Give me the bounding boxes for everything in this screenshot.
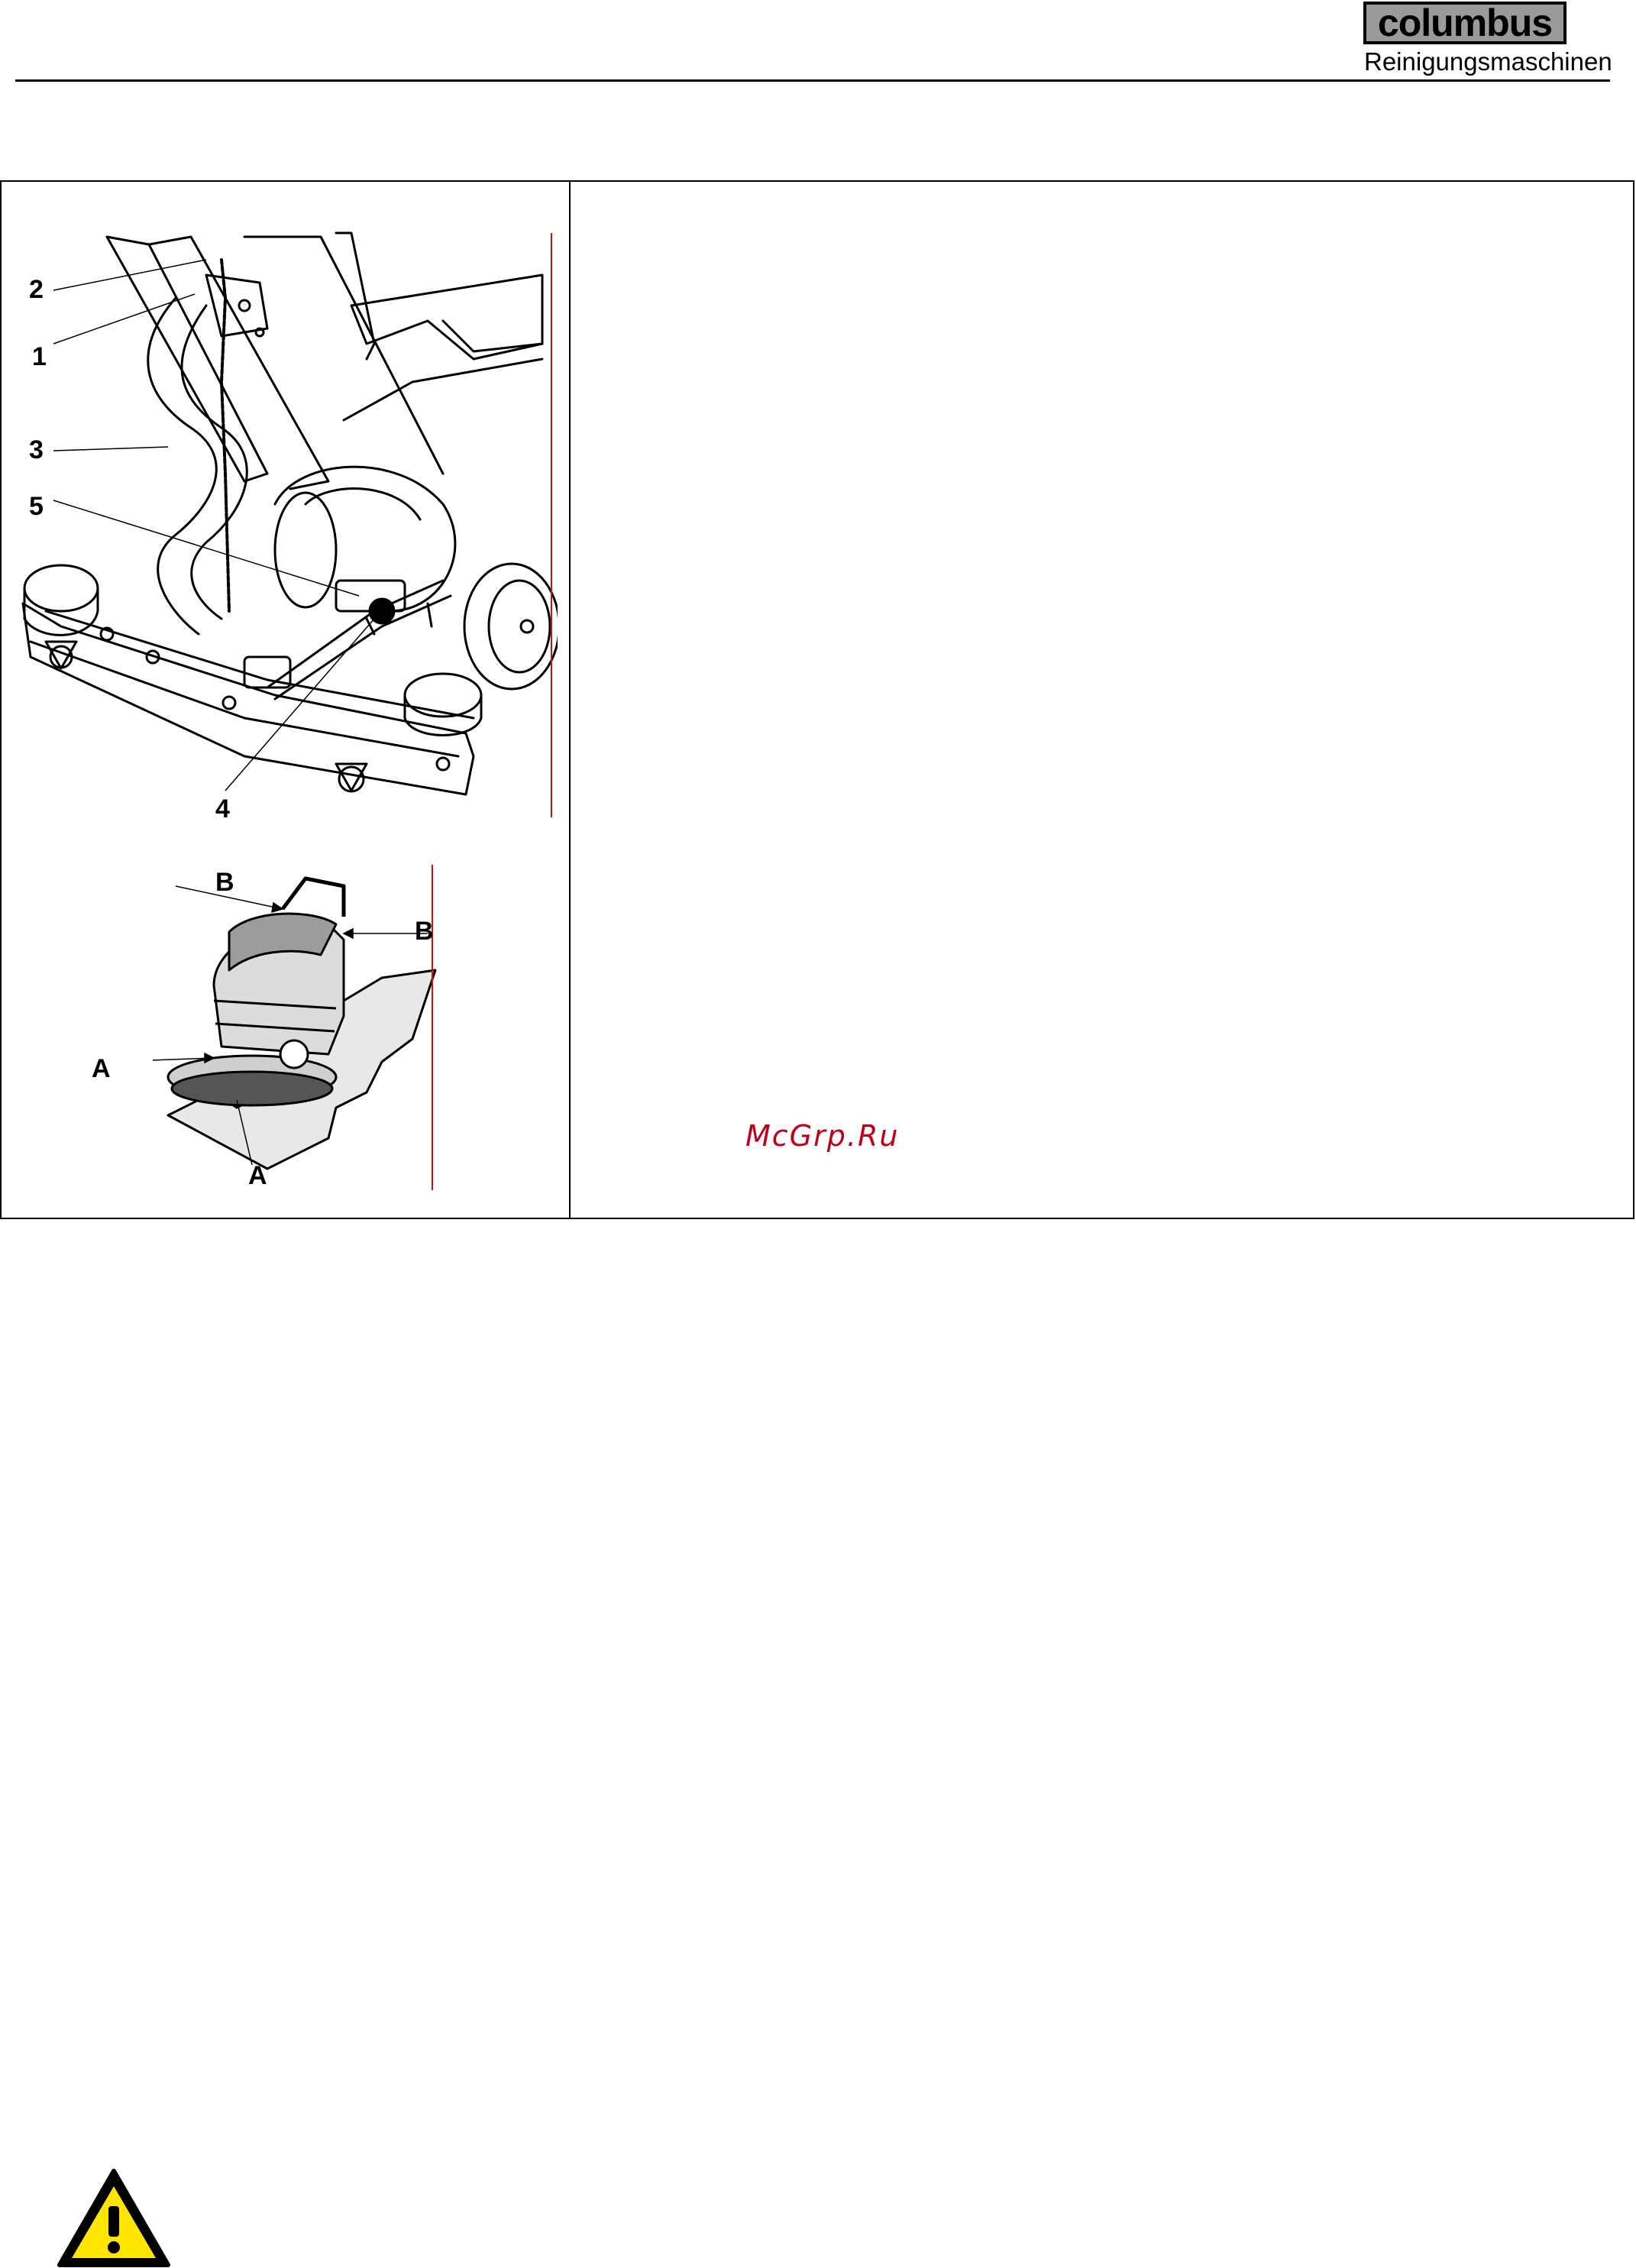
watermark-text: McGrp.Ru (745, 1119, 900, 1153)
callout-a-bottom: A (248, 1161, 267, 1190)
callout-3: 3 (29, 435, 44, 464)
callout-a-left: A (92, 1054, 111, 1083)
brand-logo-text: columbus (1377, 2, 1553, 44)
table-column-divider (569, 180, 571, 1219)
callout-5: 5 (29, 492, 44, 521)
brand-subtitle: Reinigungsmaschinen (1364, 47, 1612, 76)
callout-4: 4 (215, 794, 230, 823)
header-divider (15, 79, 1610, 82)
callout-b-right: B (415, 917, 434, 946)
warning-triangle-icon (57, 2168, 171, 2268)
callout-1: 1 (32, 342, 47, 371)
machine-lifting-diagram (153, 863, 443, 1192)
machine-underside-diagram (15, 229, 558, 817)
brand-logo (1363, 2, 1566, 44)
callout-b-left: B (215, 868, 234, 897)
callout-2: 2 (29, 275, 44, 304)
